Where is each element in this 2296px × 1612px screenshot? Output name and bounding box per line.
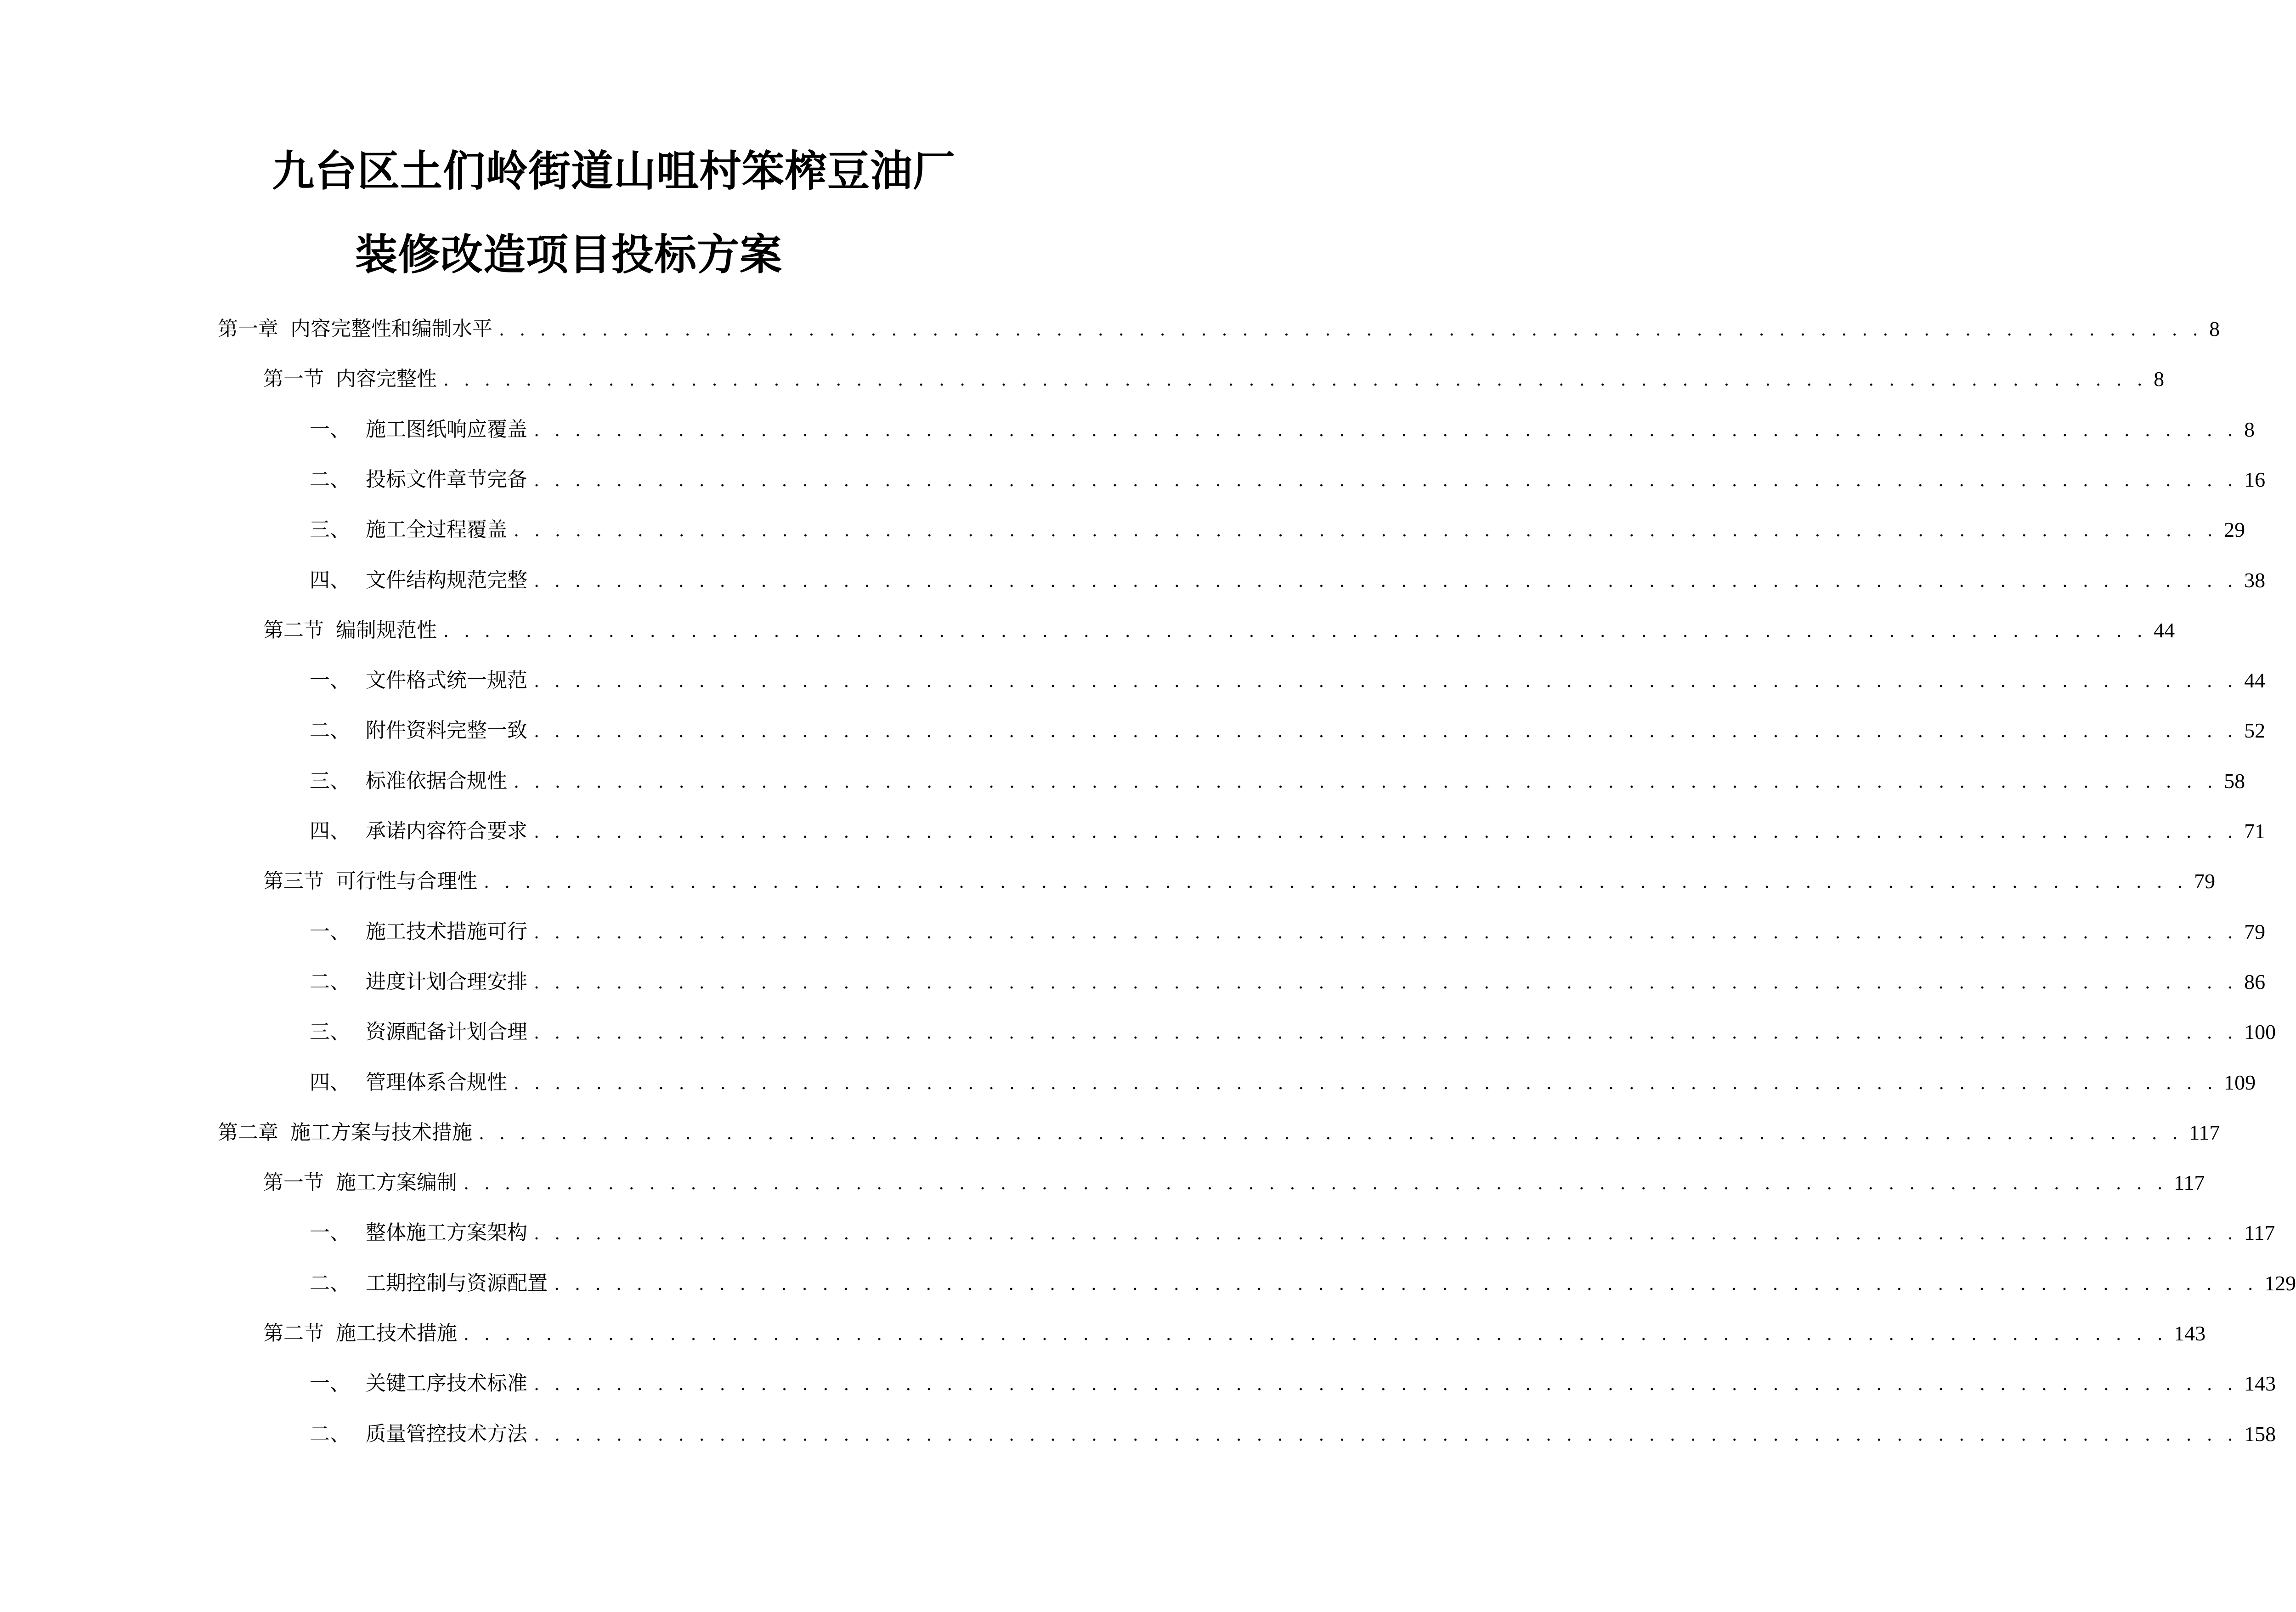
toc-dot-leader: . . . . . . . . . . . . . . . . . . . . . . . . . . . . . . . . . . . . . . . . . . . . . . . . . . . . . . . . . . . . . . . . . . . . . . . . . . . . . . . . . . . bbox=[443, 369, 2148, 390]
toc-entry[interactable] bbox=[310, 461, 2266, 498]
toc-entry-title: 施工技术措施 bbox=[336, 1322, 457, 1345]
toc-entry-number: 三、 bbox=[310, 1020, 350, 1044]
toc-entry-title: 编制规范性 bbox=[336, 618, 437, 642]
toc-entry[interactable] bbox=[218, 311, 2220, 347]
toc-entry[interactable] bbox=[310, 562, 2266, 599]
toc-dot-leader: . . . . . . . . . . . . . . . . . . . . . . . . . . . . . . . . . . . . . . . . . . . . . . . . . . . . . . . . . . . . . . . . . . . . . . . . . . . . . . . . . . . bbox=[464, 1324, 2168, 1344]
toc-dot-leader: . . . . . . . . . . . . . . . . . . . . . . . . . . . . . . . . . . . . . . . . . . . . . . . . . . . . . . . . . . . . . . . . . . . . . . . . . . . . . . . . . . . bbox=[534, 420, 2238, 440]
toc-dot-leader: . . . . . . . . . . . . . . . . . . . . . . . . . . . . . . . . . . . . . . . . . . . . . . . . . . . . . . . . . . . . . . . . . . . . . . . . . . . . . . . . . . . bbox=[514, 1073, 2218, 1093]
toc-entry-number: 二、 bbox=[310, 467, 350, 491]
toc-entry[interactable] bbox=[218, 1114, 2220, 1151]
toc-page-number: 129 bbox=[2264, 1271, 2296, 1295]
toc-entry-title: 施工方案编制 bbox=[336, 1171, 457, 1195]
toc-entry-title: 资源配备计划合理 bbox=[366, 1020, 527, 1044]
toc-entry-title: 文件格式统一规范 bbox=[366, 669, 527, 692]
toc-entry-title: 整体施工方案架构 bbox=[366, 1221, 527, 1245]
toc-dot-leader: . . . . . . . . . . . . . . . . . . . . . . . . . . . . . . . . . . . . . . . . . . . . . . . . . . . . . . . . . . . . . . . . . . . . . . . . . . . . . . . . . . . bbox=[534, 922, 2238, 942]
toc-page-number: 109 bbox=[2224, 1070, 2256, 1094]
toc-dot-leader: . . . . . . . . . . . . . . . . . . . . . . . . . . . . . . . . . . . . . . . . . . . . . . . . . . . . . . . . . . . . . . . . . . . . . . . . . . . . . . . . . . . bbox=[479, 1123, 2183, 1143]
toc-entry[interactable] bbox=[310, 712, 2266, 749]
toc-dot-leader: . . . . . . . . . . . . . . . . . . . . . . . . . . . . . . . . . . . . . . . . . . . . . . . . . . . . . . . . . . . . . . . . . . . . . . . . . . . . . . . . . . . bbox=[554, 1273, 2258, 1294]
toc-entry[interactable] bbox=[310, 1064, 2256, 1101]
toc-entry-title: 投标文件章节完备 bbox=[366, 467, 527, 491]
toc-page-number: 117 bbox=[2189, 1120, 2220, 1144]
toc-page-number: 79 bbox=[2244, 920, 2266, 943]
toc-dot-leader: . . . . . . . . . . . . . . . . . . . . . . . . . . . . . . . . . . . . . . . . . . . . . . . . . . . . . . . . . . . . . . . . . . . . . . . . . . . . . . . . . . . bbox=[514, 520, 2218, 541]
toc-entry[interactable] bbox=[310, 914, 2266, 950]
toc-entry-number: 第一节 bbox=[263, 367, 324, 391]
toc-entry-title: 施工全过程覆盖 bbox=[366, 518, 507, 542]
toc-entry-title: 进度计划合理安排 bbox=[366, 970, 527, 993]
toc-entry[interactable] bbox=[263, 1164, 2205, 1201]
toc-entry-number: 第一节 bbox=[263, 1171, 324, 1195]
toc-entry-title: 标准依据合规性 bbox=[366, 769, 507, 793]
toc-dot-leader: . . . . . . . . . . . . . . . . . . . . . . . . . . . . . . . . . . . . . . . . . . . . . . . . . . . . . . . . . . . . . . . . . . . . . . . . . . . . . . . . . . . bbox=[534, 822, 2238, 842]
toc-dot-leader: . . . . . . . . . . . . . . . . . . . . . . . . . . . . . . . . . . . . . . . . . . . . . . . . . . . . . . . . . . . . . . . . . . . . . . . . . . . . . . . . . . . bbox=[534, 671, 2238, 692]
toc-entry-number: 第三节 bbox=[263, 869, 324, 893]
toc-entry-number: 三、 bbox=[310, 518, 350, 542]
toc-page-number: 52 bbox=[2244, 719, 2266, 743]
toc-entry-number: 一、 bbox=[310, 1372, 350, 1396]
toc-page-number: 158 bbox=[2244, 1422, 2276, 1446]
toc-entry-number: 二、 bbox=[310, 1422, 350, 1446]
toc-entry-number: 一、 bbox=[310, 1221, 350, 1245]
toc-dot-leader: . . . . . . . . . . . . . . . . . . . . . . . . . . . . . . . . . . . . . . . . . . . . . . . . . . . . . . . . . . . . . . . . . . . . . . . . . . . . . . . . . . . bbox=[534, 470, 2238, 490]
toc-dot-leader: . . . . . . . . . . . . . . . . . . . . . . . . . . . . . . . . . . . . . . . . . . . . . . . . . . . . . . . . . . . . . . . . . . . . . . . . . . . . . . . . . . . bbox=[534, 1223, 2238, 1244]
toc-entry-number: 第二章 bbox=[218, 1120, 278, 1144]
toc-page-number: 44 bbox=[2154, 618, 2175, 642]
toc-entry-number: 二、 bbox=[310, 719, 350, 743]
toc-entry-title: 管理体系合规性 bbox=[366, 1070, 507, 1094]
toc-entry[interactable] bbox=[310, 813, 2266, 850]
toc-dot-leader: . . . . . . . . . . . . . . . . . . . . . . . . . . . . . . . . . . . . . . . . . . . . . . . . . . . . . . . . . . . . . . . . . . . . . . . . . . . . . . . . . . . bbox=[443, 620, 2148, 641]
toc-dot-leader: . . . . . . . . . . . . . . . . . . . . . . . . . . . . . . . . . . . . . . . . . . . . . . . . . . . . . . . . . . . . . . . . . . . . . . . . . . . . . . . . . . . bbox=[534, 1022, 2238, 1043]
toc-entry-number: 第二节 bbox=[263, 618, 324, 642]
toc-page-number: 29 bbox=[2224, 518, 2245, 542]
toc-page-number: 8 bbox=[2244, 417, 2255, 441]
toc-entry-title: 施工方案与技术措施 bbox=[290, 1120, 472, 1144]
toc-page-number: 117 bbox=[2244, 1221, 2275, 1245]
toc-entry-number: 四、 bbox=[310, 568, 350, 592]
toc-entry-title: 文件结构规范完整 bbox=[366, 568, 527, 592]
toc-entry-title: 内容完整性和编制水平 bbox=[290, 317, 492, 341]
toc-entry[interactable] bbox=[310, 964, 2266, 1000]
toc-entry-number: 一、 bbox=[310, 920, 350, 943]
toc-entry-number: 第二节 bbox=[263, 1322, 324, 1345]
toc-entry[interactable] bbox=[263, 863, 2216, 900]
toc-entry[interactable] bbox=[310, 1416, 2276, 1453]
toc-entry-number: 二、 bbox=[310, 970, 350, 993]
toc-entry-number: 四、 bbox=[310, 819, 350, 843]
toc-dot-leader: . . . . . . . . . . . . . . . . . . . . . . . . . . . . . . . . . . . . . . . . . . . . . . . . . . . . . . . . . . . . . . . . . . . . . . . . . . . . . . . . . . . bbox=[464, 1173, 2168, 1194]
toc-entry-number: 二、 bbox=[310, 1271, 350, 1295]
toc-page-number: 86 bbox=[2244, 970, 2266, 993]
toc-dot-leader: . . . . . . . . . . . . . . . . . . . . . . . . . . . . . . . . . . . . . . . . . . . . . . . . . . . . . . . . . . . . . . . . . . . . . . . . . . . . . . . . . . . bbox=[534, 1374, 2238, 1395]
toc-entry-number: 一、 bbox=[310, 669, 350, 692]
toc-entry-title: 可行性与合理性 bbox=[336, 869, 477, 893]
toc-entry-title: 承诺内容符合要求 bbox=[366, 819, 527, 843]
toc-entry-title: 附件资料完整一致 bbox=[366, 719, 527, 743]
toc-entry[interactable] bbox=[310, 763, 2245, 800]
toc-entry-title: 施工图纸响应覆盖 bbox=[366, 417, 527, 441]
toc-entry-number: 第一章 bbox=[218, 317, 278, 341]
toc-entry[interactable] bbox=[310, 1265, 2296, 1302]
toc-entry[interactable] bbox=[263, 361, 2165, 397]
document-title-line-1: 九台区土们岭街道山咀村笨榨豆油厂 bbox=[272, 146, 956, 196]
toc-page-number: 79 bbox=[2194, 869, 2216, 893]
toc-entry[interactable] bbox=[310, 411, 2255, 448]
toc-entry-number: 四、 bbox=[310, 1070, 350, 1094]
toc-page-number: 143 bbox=[2174, 1322, 2206, 1345]
toc-entry-title: 内容完整性 bbox=[336, 367, 437, 391]
toc-dot-leader: . . . . . . . . . . . . . . . . . . . . . . . . . . . . . . . . . . . . . . . . . . . . . . . . . . . . . . . . . . . . . . . . . . . . . . . . . . . . . . . . . . . bbox=[534, 1424, 2238, 1445]
toc-page-number: 100 bbox=[2244, 1020, 2276, 1044]
toc-page-number: 8 bbox=[2209, 317, 2220, 341]
toc-entry-title: 质量管控技术方法 bbox=[366, 1422, 527, 1446]
toc-entry-number: 一、 bbox=[310, 417, 350, 441]
toc-page-number: 38 bbox=[2244, 568, 2266, 592]
toc-entry[interactable] bbox=[263, 612, 2175, 649]
toc-entry-title: 关键工序技术标准 bbox=[366, 1372, 527, 1396]
document-title-line-2: 装修改造项目投标方案 bbox=[355, 230, 783, 279]
toc-page-number: 143 bbox=[2244, 1372, 2276, 1396]
toc-entry[interactable] bbox=[310, 511, 2245, 548]
toc-page-number: 8 bbox=[2154, 367, 2165, 391]
toc-entry[interactable] bbox=[310, 1215, 2275, 1251]
toc-entry-title: 工期控制与资源配置 bbox=[366, 1271, 548, 1295]
toc-dot-leader: . . . . . . . . . . . . . . . . . . . . . . . . . . . . . . . . . . . . . . . . . . . . . . . . . . . . . . . . . . . . . . . . . . . . . . . . . . . . . . . . . . . bbox=[534, 721, 2238, 742]
toc-page-number: 71 bbox=[2244, 819, 2266, 843]
toc-page-number: 58 bbox=[2224, 769, 2245, 793]
toc-entry[interactable] bbox=[310, 1014, 2276, 1050]
toc-page-number: 44 bbox=[2244, 669, 2266, 692]
toc-dot-leader: . . . . . . . . . . . . . . . . . . . . . . . . . . . . . . . . . . . . . . . . . . . . . . . . . . . . . . . . . . . . . . . . . . . . . . . . . . . . . . . . . . . bbox=[514, 771, 2218, 792]
toc-dot-leader: . . . . . . . . . . . . . . . . . . . . . . . . . . . . . . . . . . . . . . . . . . . . . . . . . . . . . . . . . . . . . . . . . . . . . . . . . . . . . . . . . . . bbox=[499, 319, 2203, 340]
toc-page-number: 117 bbox=[2174, 1171, 2205, 1195]
toc-entry[interactable] bbox=[263, 1315, 2206, 1352]
toc-dot-leader: . . . . . . . . . . . . . . . . . . . . . . . . . . . . . . . . . . . . . . . . . . . . . . . . . . . . . . . . . . . . . . . . . . . . . . . . . . . . . . . . . . . bbox=[484, 872, 2188, 892]
toc-entry-title: 施工技术措施可行 bbox=[366, 920, 527, 943]
toc-entry[interactable] bbox=[310, 662, 2266, 699]
toc-dot-leader: . . . . . . . . . . . . . . . . . . . . . . . . . . . . . . . . . . . . . . . . . . . . . . . . . . . . . . . . . . . . . . . . . . . . . . . . . . . . . . . . . . . bbox=[534, 972, 2238, 993]
toc-page-number: 16 bbox=[2244, 467, 2266, 491]
toc-entry-number: 三、 bbox=[310, 769, 350, 793]
toc-dot-leader: . . . . . . . . . . . . . . . . . . . . . . . . . . . . . . . . . . . . . . . . . . . . . . . . . . . . . . . . . . . . . . . . . . . . . . . . . . . . . . . . . . . bbox=[534, 570, 2238, 591]
toc-entry[interactable] bbox=[310, 1365, 2276, 1402]
